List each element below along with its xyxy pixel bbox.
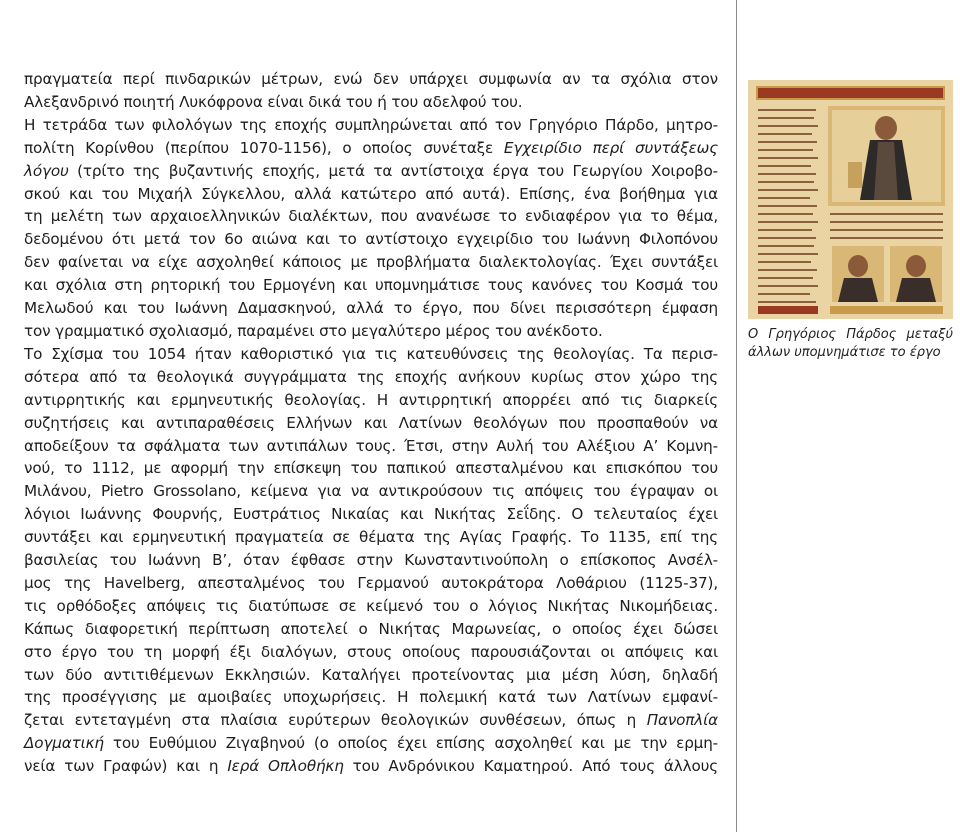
italic-title-text: λόγου [24,161,69,180]
text-segment: Μελωδού και του Ιωάννη Δαμασκηνού, αλλά το έργο, που δίνει περισσότερη έμφαση [24,299,718,318]
text-segment: μος της Havelberg, απεσταλμένος του Γερμανού αυτοκράτορα Λοθάριου (1125-37), [24,573,718,592]
caption-line-2: άλλων υπομνημάτισε το έργο [748,345,941,360]
main-body-text [24,68,718,778]
text-line [24,205,718,228]
text-segment: βασιλείας του Ιωάννη Β’, όταν έφθασε στην Κωνσταντινούπολη ο επίσκοπος Ανσέλ- [24,551,718,570]
manuscript-image [748,80,953,319]
figure-caption [748,326,953,362]
text-line [24,686,718,709]
text-line [24,732,718,755]
text-line [24,68,718,91]
text-segment: Αλεξανδρινό ποιητή Λυκόφρονα είναι δικά του ή του αδελφού του. [24,92,523,111]
text-segment: (τρίτο της βυζαντινής εποχής, μετά τα αντίστοιχα έργα του Γεωργίου Χοιροβο- [68,161,718,180]
text-segment: τον γραμματικό σχολιασμό, παραμένει στο μεγαλύτερο μέρος του ανέκδοτο. [24,321,603,340]
text-line [24,160,718,183]
text-line [24,435,718,458]
text-line [24,503,718,526]
italic-title-text: Πανοπλία [646,711,718,730]
text-segment: ζεται εντεταγμένη στα πλαίσια ευρύτερων θεολογικών συνθέσεων, όπως η [24,711,647,730]
text-line [24,183,718,206]
text-segment: συντάξει και ερμηνευτική πραγματεία σε θέματα της Αγίας Γραφής. Το 1135, επί της [24,528,718,547]
text-segment: αποδείξουν τα σφάλματα των αντιπάλων τους. Έτσι, στην Αυλή του Αλέξιου Α’ Κομνη- [24,436,718,455]
text-segment: Το Σχίσμα του 1054 ήταν καθοριστικό για τις κατευθύνσεις της θεολογίας. Τα περισ- [24,344,718,363]
text-line [24,114,718,137]
text-line [24,457,718,480]
text-line [24,366,718,389]
text-line [24,320,718,343]
text-segment: Κάπως διαφορετική περίπτωση αποτελεί ο Νικήτας Μαρωνείας, ο οποίος έχει δώσει [24,619,718,638]
text-segment: Η τετράδα των φιλολόγων της εποχής συμπληρώνεται από τον Γρηγόριο Πάρδο, μητρο- [24,115,718,134]
text-segment: δεδομένου ότι μετά τον 6ο αιώνα και το αντίστοιχο εγχειρίδιο του Ιωάννη Φιλοπόνου [24,230,718,249]
text-line [24,274,718,297]
text-segment: νεία των Γραφών) και η [24,757,228,776]
text-line [24,526,718,549]
text-segment: του Ευθύμιου Ζιγαβηνού (ο οποίος έχει επίσης ασχοληθεί και με την ερμη- [103,734,718,753]
text-segment: τη μελέτη των αρχαιοελληνικών διαλέκτων, που ανανέωσε το ενδιαφέρον για το θέμα, [24,207,718,226]
text-line [24,709,718,732]
text-line [24,251,718,274]
text-segment: πραγματεία περί πινδαρικών μέτρων, ενώ δεν υπάρχει συμφωνία αν τα σχόλια στον [24,70,718,88]
text-line [24,91,718,114]
text-line [24,572,718,595]
text-segment: της προσέγγισης με αμοιβαίες υποχωρήσεις. Η πολεμική κατά των Λατίνων εμφανί- [24,688,718,707]
text-segment: δεν φαίνεται να είχε ασχοληθεί κάποιος με προβλήματα διαλεκτολογίας. Έχει συντάξει [24,253,718,272]
text-line [24,228,718,251]
text-line [24,412,718,435]
text-segment: σότερα από τα θεολογικά συγγράμματα της εποχής ανήκουν κυρίως στον χώρο της [24,367,718,386]
italic-title-text: Εγχειρίδιο περί συντάξεως [503,138,718,157]
text-line [24,641,718,664]
text-line [24,137,718,160]
text-segment: στο έργο του τη μορφή έξι διαλόγων, στους οποίους παρουσιάζονται οι απόψεις και [24,642,718,661]
text-segment: και σχόλια στη ρητορική του Ερμογένη και υπομνημάτισε τους κανόνες του Κοσμά του [24,276,718,295]
text-segment: του Ανδρόνικου Καματηρού. Από τους άλλους [343,757,719,776]
column-divider [736,0,737,832]
text-line [24,755,718,778]
text-line [24,480,718,503]
text-line [24,618,718,641]
text-segment: πολίτη Κορίνθου (περίπου 1070-1156), ο οποίος συνέταξε [24,138,504,157]
text-segment: Μιλάνου, Pietro Grossolano, κείμενα για να αντικρούσουν τις απόψεις του έγραψαν οι [24,482,718,501]
text-segment: των δύο αντιτιθέμενων Εκκλησιών. Καταλήγει προτείνοντας μια μέση λύση, δηλαδή [24,665,718,684]
italic-title-text: Ιερά Οπλοθήκη [227,757,344,776]
text-line [24,549,718,572]
caption-line-1: Ο Γρηγόριος Πάρδος μεταξύ [748,327,953,342]
text-line [24,595,718,618]
manuscript-illustration [748,80,953,319]
text-segment: αντιρρητικής και ερμηνευτικής θεολογίας. Η αντιρρητική απορρέει από τις διαρκείς [24,390,718,409]
text-segment: νού, το 1112, με αφορμή την επίσκεψη του παπικού απεσταλμένου και επισκόπου του [24,459,718,478]
text-line [24,343,718,366]
italic-title-text: Δογματική [24,734,104,753]
text-segment: σκού και του Μιχαήλ Σύγκελλου, αλλά κατώτερο από αυτά). Επίσης, ένα βοήθημα για [24,184,718,203]
text-segment: συζητήσεις και αντιπαραθέσεις Ελλήνων και Λατίνων θεολόγων που προσπαθούν να [24,413,718,432]
text-line [24,664,718,687]
text-line [24,389,718,412]
text-segment: λόγιοι Ιωάννης Φουρνής, Ευστράτιος Νικαίας και Νικήτας Σεΐδης. Ο τελευταίος έχει [24,505,718,524]
text-line [24,297,718,320]
text-segment: τις ορθόδοξες απόψεις τις διατύπωσε σε κείμενό του ο λόγιος Νικήτας Νικομήδειας. [24,596,718,615]
